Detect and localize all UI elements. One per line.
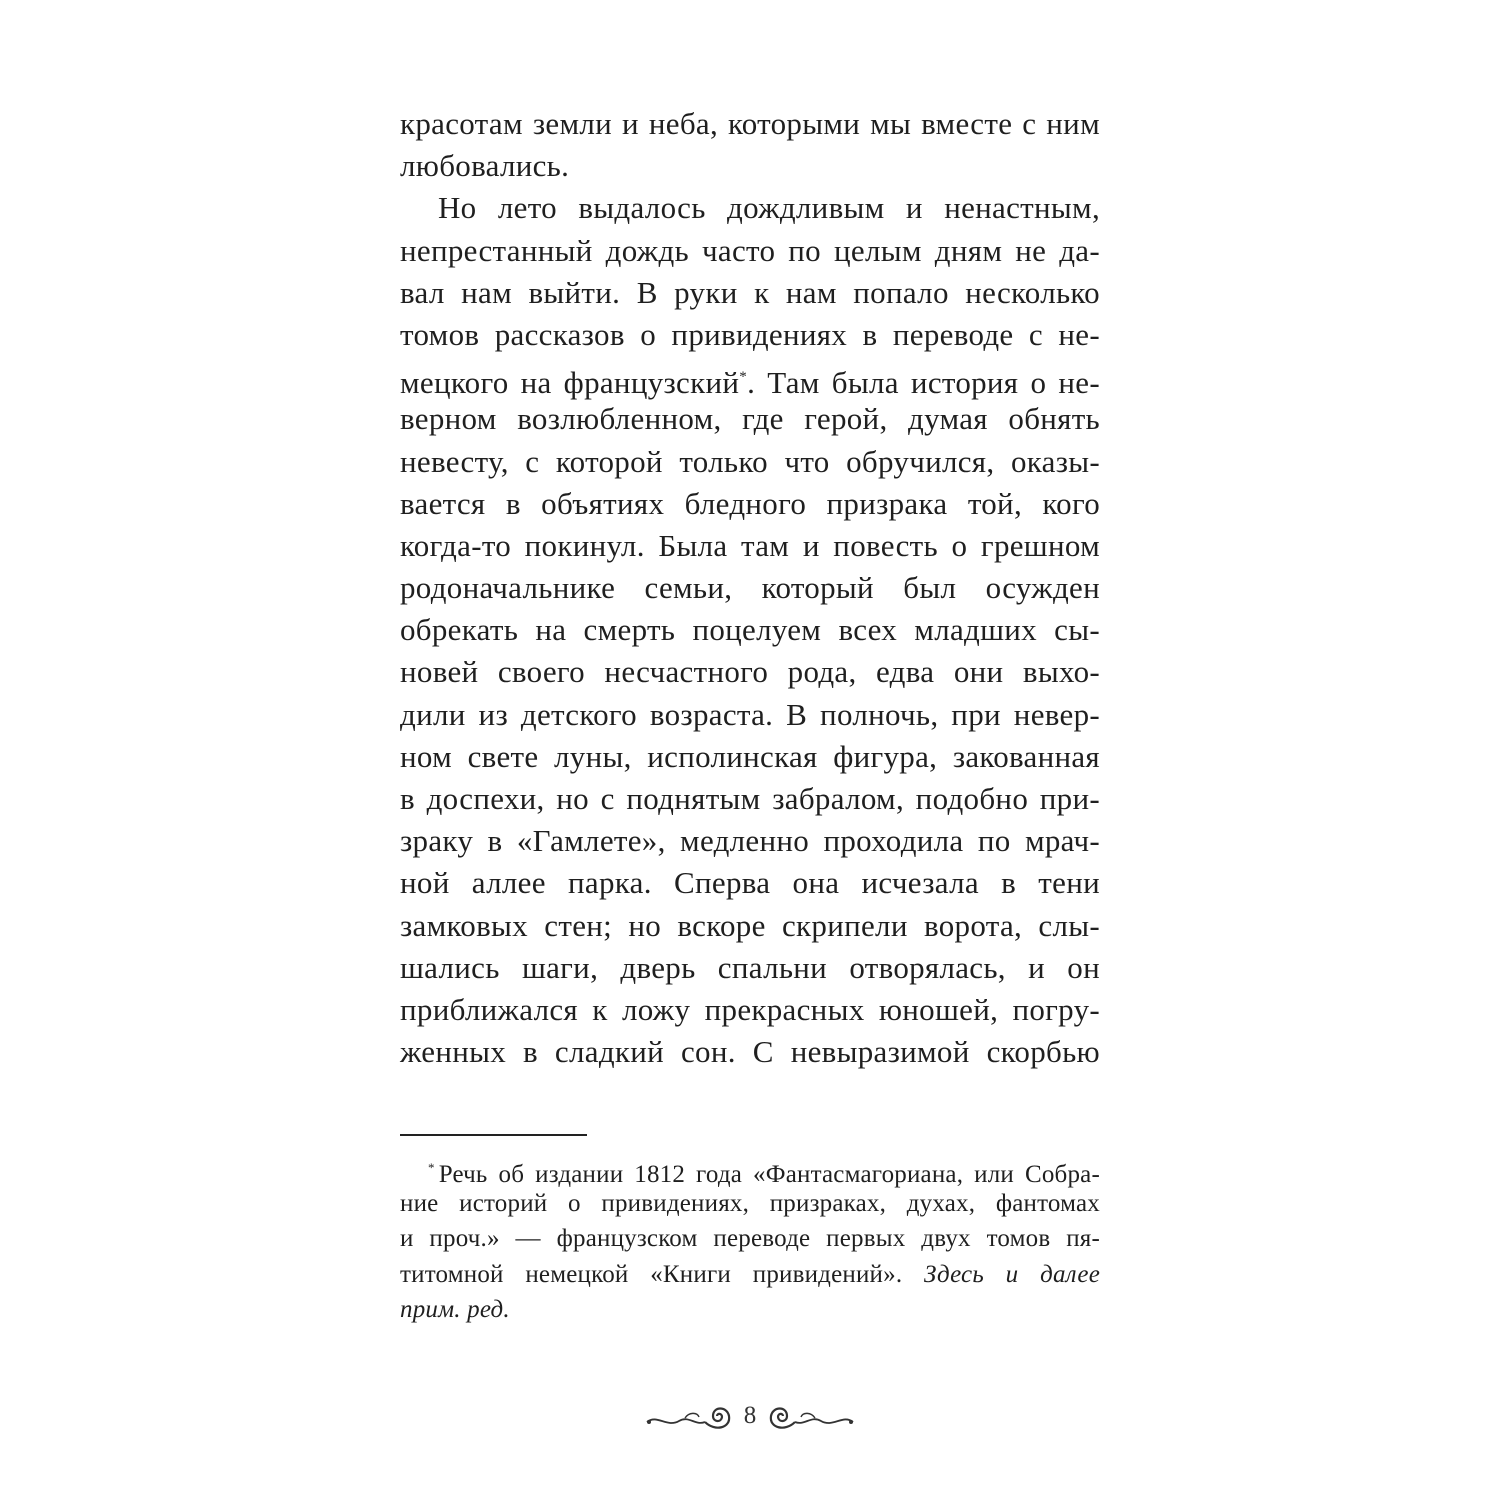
- ornament-right-icon: [765, 1400, 855, 1440]
- footnote-text: титомной немецкой «Книги привидений».: [400, 1260, 925, 1288]
- text-line: красотам земли и неба, которыми мы вместе с ним: [400, 106, 1100, 141]
- text-line: шались шаги, дверь спальни отворялась, и он: [400, 949, 1100, 985]
- main-text: [400, 103, 1100, 1073]
- text-line: томов рассказов о привидениях в переводе с не-: [400, 316, 1100, 352]
- footnote-line: прим. ред.: [400, 1296, 510, 1323]
- text-line: любовались.: [400, 148, 570, 184]
- footnote-line: [400, 1257, 1100, 1293]
- text-line: ном свете луны, исполинская фигура, закованная: [400, 738, 1100, 774]
- text-fragment: мецкого на французский: [400, 365, 740, 401]
- footnote-italic-text: Здесь и далее: [924, 1260, 1100, 1288]
- text-line: дили из детского возраста. В полночь, при невер-: [400, 696, 1100, 732]
- footnote-marker: *: [428, 1160, 435, 1175]
- text-line: замковых стен; но вскоре скрипели ворота, слы-: [400, 907, 1100, 943]
- footnote-line: [400, 1150, 1100, 1186]
- text-line: новей своего несчастного рода, едва они выхо-: [400, 654, 1100, 690]
- text-line: Но лето выдалось дождливым и ненастным,: [438, 190, 1100, 226]
- text-line: верном возлюбленном, где герой, думая обнять: [400, 401, 1100, 437]
- text-fragment: . Там была история о не-: [747, 365, 1100, 401]
- page-folio: [645, 1400, 855, 1440]
- text-line: в доспехи, но с поднятым забралом, подобно при-: [400, 781, 1100, 816]
- text-line: непрестанный дождь часто по целым дням не да-: [400, 232, 1100, 268]
- text-line: [400, 356, 1100, 401]
- text-line: обрекать на смерть поцелуем всех младших сы-: [400, 612, 1100, 648]
- text-line: когда-то покинул. Была там и повесть о грешном: [400, 527, 1100, 563]
- text-line: вается в объятиях бледного призрака той, кого: [400, 485, 1100, 521]
- text-line: женных в сладкий сон. С невыразимой скорбью: [400, 1034, 1100, 1070]
- page-number: 8: [743, 1402, 757, 1429]
- text-line: приближался к ложу прекрасных юношей, погру-: [400, 991, 1100, 1027]
- footnote-reference[interactable]: *: [739, 369, 748, 386]
- footnote: [400, 1150, 1100, 1328]
- text-line: ной аллее парка. Сперва она исчезала в тени: [400, 865, 1100, 901]
- text-line: невесту, с которой только что обручился, оказы-: [400, 443, 1100, 479]
- text-line: родоначальнике семьи, который был осужден: [400, 570, 1100, 606]
- footnote-line: ние историй о привидениях, призраках, духах, фантомах: [400, 1189, 1100, 1217]
- text-line: зраку в «Гамлете», медленно проходила по мрач-: [400, 823, 1100, 859]
- text-line: вал нам выйти. В руки к нам попало несколько: [400, 274, 1100, 310]
- footnote-divider: [400, 1134, 587, 1136]
- footnote-line: и проч.» — французском переводе первых двух томов пя-: [400, 1225, 1100, 1252]
- footnote-text: Речь об издании 1812 года «Фантасмагориана, или Собра-: [438, 1161, 1100, 1188]
